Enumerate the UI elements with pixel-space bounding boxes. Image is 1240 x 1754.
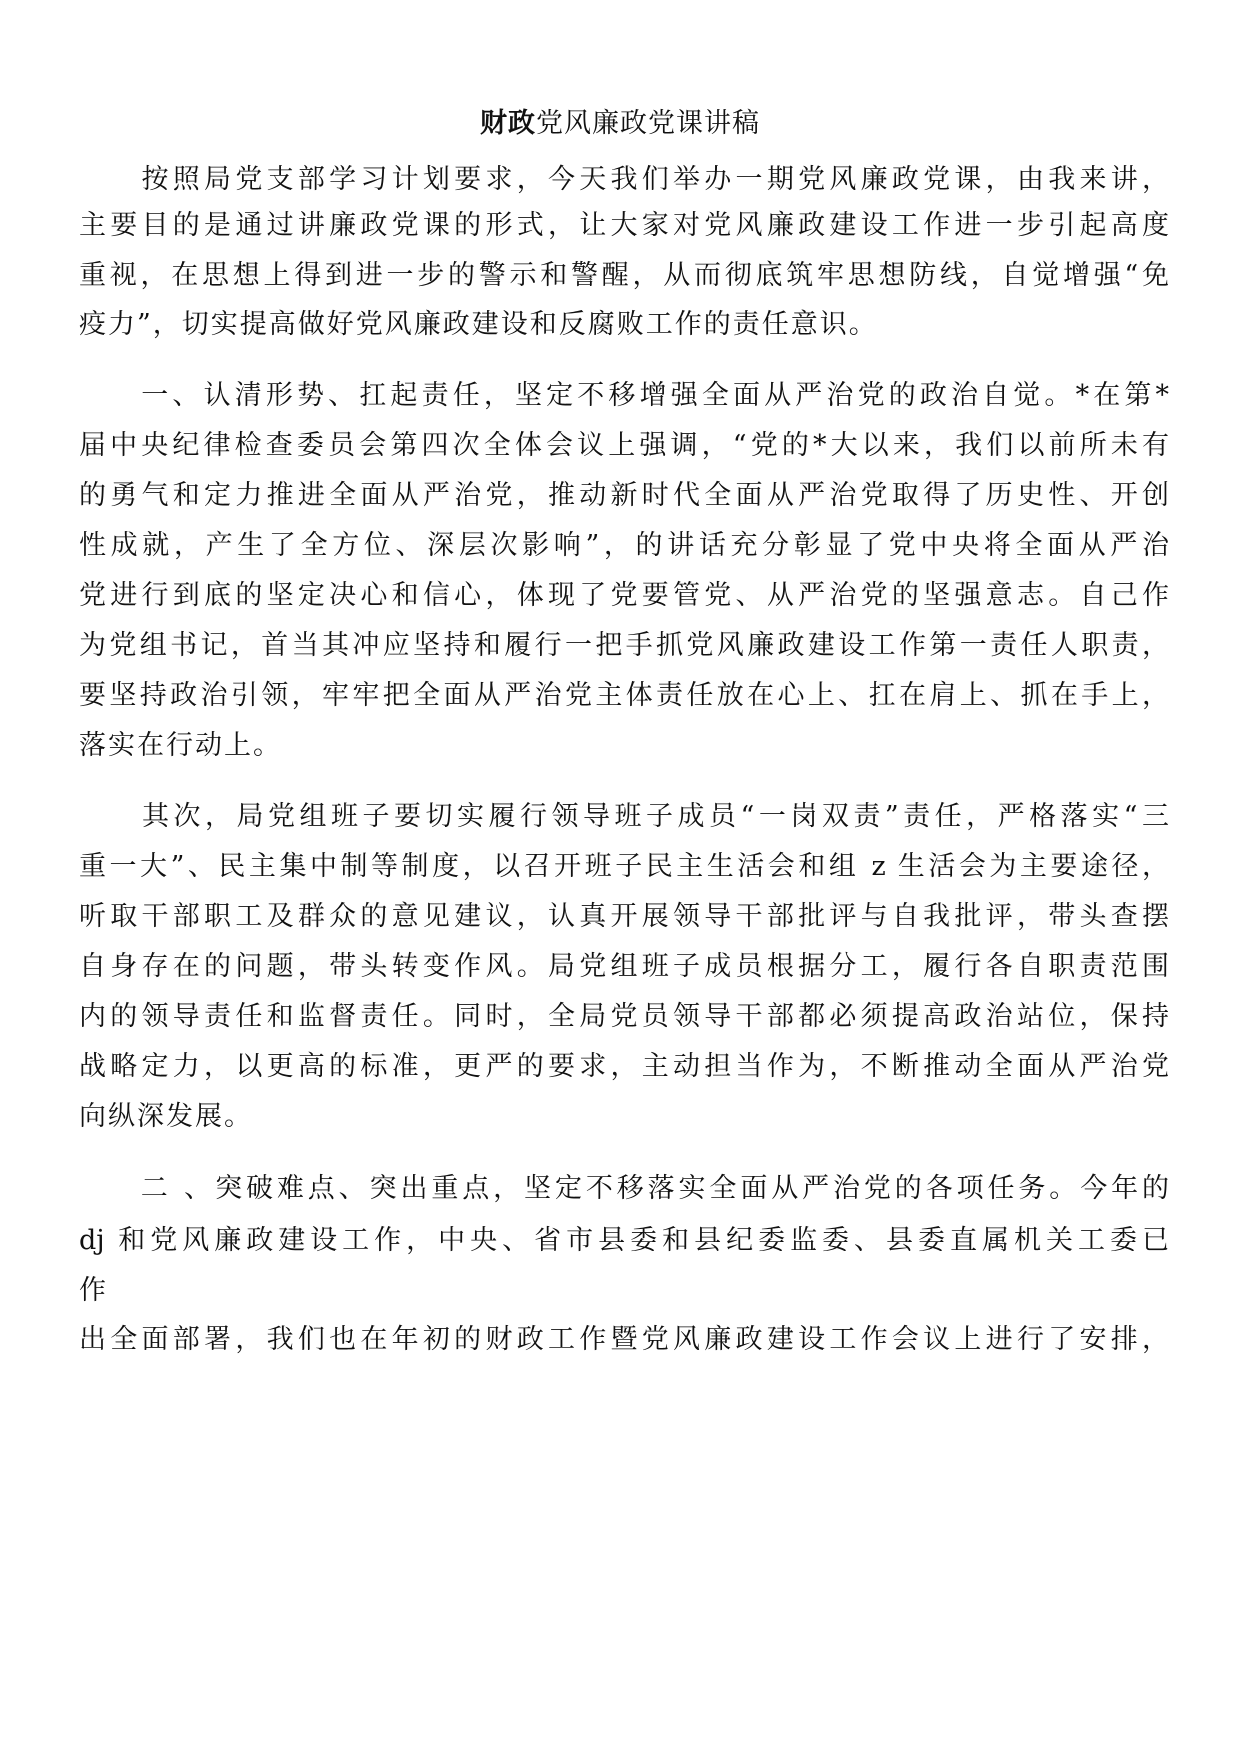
body-line: 按照局党支部学习计划要求，今天我们举办一期党风廉政党课，由我来讲，: [79, 164, 1169, 195]
body-line: 自身存在的问题，带头转变作风。局党组班子成员根据分工，履行各自职责范围: [79, 951, 1169, 982]
body-line: 重一大”、民主集中制等制度，以召开班子民主生活会和组 z 生活会为主要途径，: [79, 851, 1169, 882]
body-line: dj 和党风廉政建设工作，中央、省市县委和县纪委监委、县委直属机关工委已: [79, 1225, 1169, 1256]
body-line: 听取干部职工及群众的意见建议，认真开展领导干部批评与自我批评，带头查摆: [79, 901, 1169, 932]
body-line: 为党组书记，首当其冲应坚持和履行一把手抓党风廉政建设工作第一责任人职责，: [79, 630, 1169, 661]
body-line: 向纵深发展。: [79, 1101, 253, 1132]
body-line: 落实在行动上。: [79, 730, 282, 761]
body-line: 疫力”，切实提高做好党风廉政建设和反腐败工作的责任意识。: [79, 309, 878, 340]
document-title-bold: 财政: [480, 108, 536, 139]
body-line: 内的领导责任和监督责任。同时，全局党员领导干部都必须提高政治站位，保持: [79, 1001, 1169, 1032]
body-line: 届中央纪律检查委员会第四次全体会议上强调，“党的*大以来，我们以前所未有: [79, 430, 1169, 461]
body-line: 一、认清形势、扛起责任，坚定不移增强全面从严治党的政治自觉。*在第*: [79, 380, 1169, 411]
body-line: 重视，在思想上得到进一步的警示和警醒，从而彻底筑牢思想防线，自觉增强“免: [79, 260, 1169, 291]
body-line: 战略定力，以更高的标准，更严的要求，主动担当作为，不断推动全面从严治党: [79, 1051, 1169, 1082]
body-line: 要坚持政治引领，牢牢把全面从严治党主体责任放在心上、扛在肩上、抓在手上，: [79, 680, 1169, 711]
body-line: 性成就，产生了全方位、深层次影响”，的讲话充分彰显了党中央将全面从严治: [79, 530, 1169, 561]
body-line: 出全面部署，我们也在年初的财政工作暨党风廉政建设工作会议上进行了安排，: [79, 1324, 1169, 1355]
body-line: 的勇气和定力推进全面从严治党，推动新时代全面从严治党取得了历史性、开创: [79, 480, 1169, 511]
body-line: 党进行到底的坚定决心和信心，体现了党要管党、从严治党的坚强意志。自己作: [79, 580, 1169, 611]
body-line: 作: [79, 1275, 108, 1306]
document-title: [0, 104, 1240, 144]
document-title-rest: 党风廉政党课讲稿: [536, 108, 760, 139]
body-line: 主要目的是通过讲廉政党课的形式，让大家对党风廉政建设工作进一步引起高度: [79, 210, 1169, 241]
body-line: 二 、突破难点、突出重点，坚定不移落实全面从严治党的各项任务。今年的: [79, 1173, 1169, 1204]
body-line: 其次，局党组班子要切实履行领导班子成员“一岗双责”责任，严格落实“三: [79, 801, 1169, 832]
